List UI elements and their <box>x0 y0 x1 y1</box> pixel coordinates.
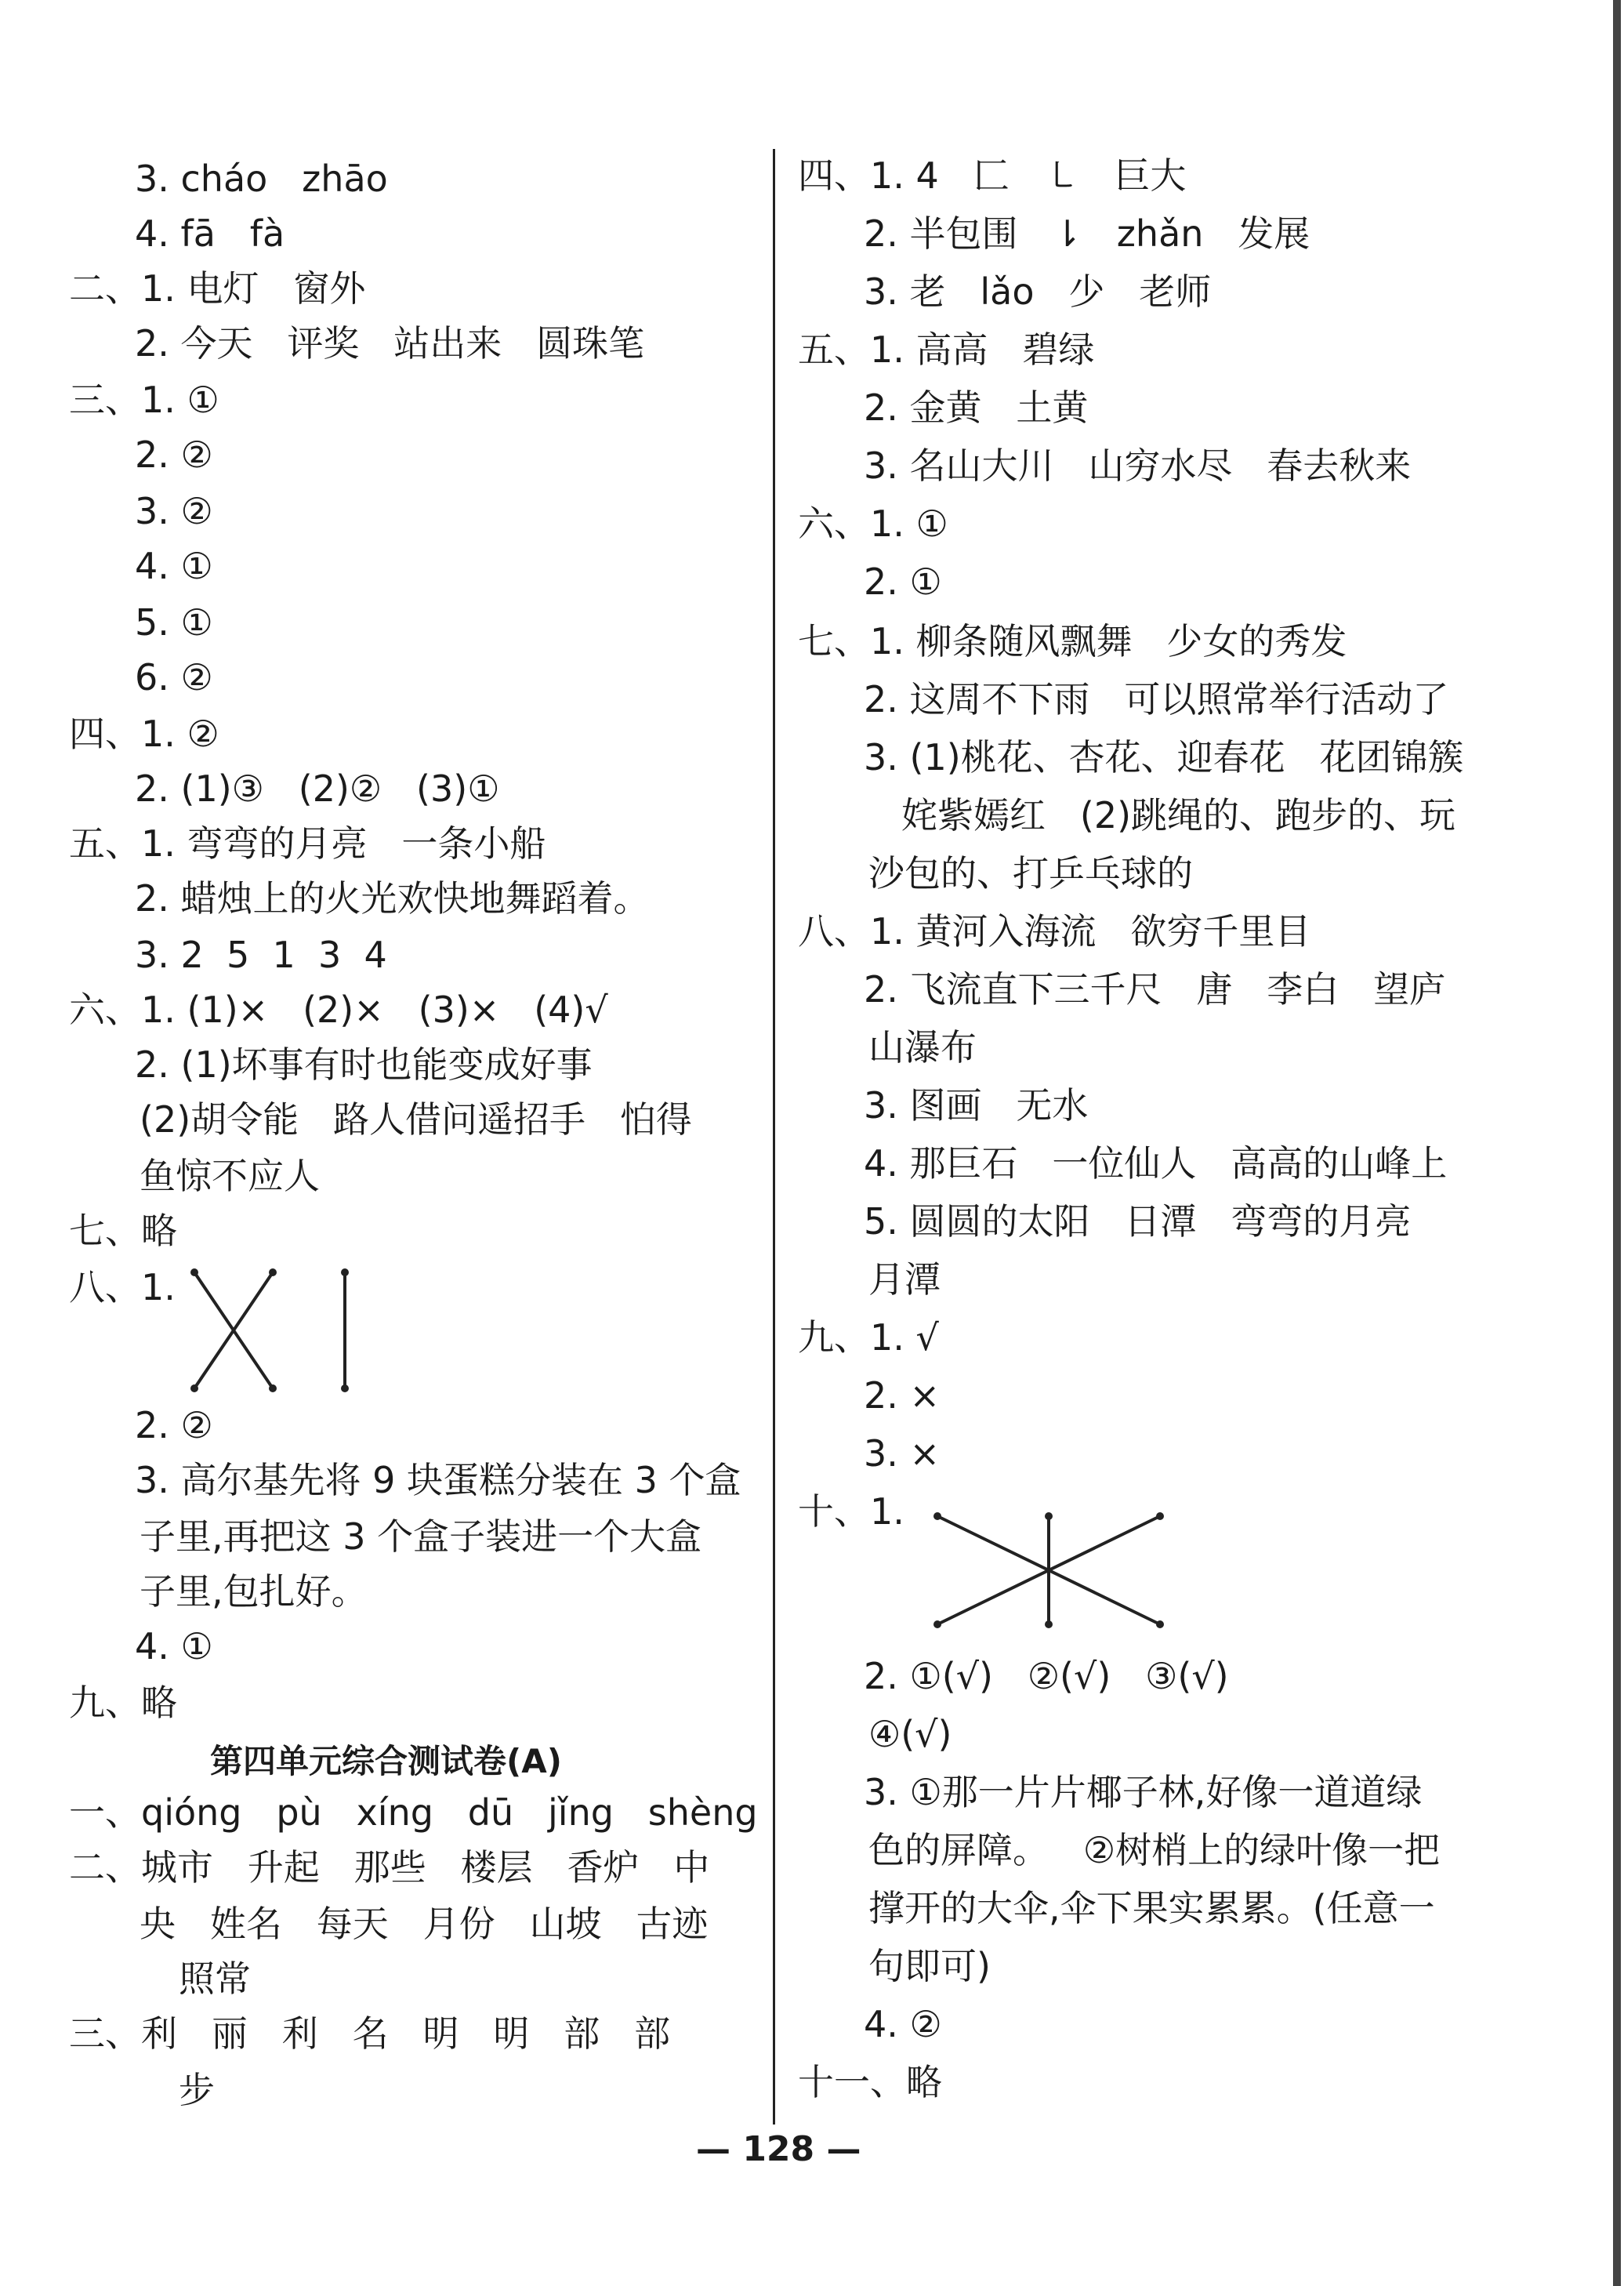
answer-line: 3. (1)桃花、杏花、迎春花 花团锦簇 <box>864 736 1464 778</box>
answer-line: 央 姓名 每天 月份 山坡 古迹 <box>140 1903 709 1945</box>
page-edge <box>1613 0 1621 2286</box>
answer-line: 3. cháo zhāo <box>135 158 388 200</box>
answer-line: (2)胡令能 路人借问遥招手 怕得 <box>140 1098 692 1141</box>
answer-line: 2. ① <box>864 561 942 603</box>
answer-line: 九、1. √ <box>798 1316 939 1359</box>
answer-line: 3. 图画 无水 <box>864 1084 1089 1127</box>
answer-line: 4. ① <box>135 545 213 587</box>
answer-line: 一、qióng pù xíng dū jǐng shèng <box>69 1791 758 1834</box>
matching-lines-diagram <box>188 1266 361 1395</box>
answer-line: 2. 金黄 土黄 <box>864 386 1089 429</box>
answer-line: 3. 高尔基先将 9 块蛋糕分装在 3 个盒 <box>135 1459 741 1501</box>
answer-line: 2. 这周不下雨 可以照常举行活动了 <box>864 678 1449 720</box>
section-title: 第四单元综合测试卷(A) <box>210 1742 562 1780</box>
answer-line: 六、1. ① <box>798 503 948 545</box>
answer-line: 子里,再把这 3 个盒子装进一个大盒 <box>140 1515 702 1558</box>
answer-line: 鱼惊不应人 <box>140 1155 320 1197</box>
answer-line: 沙包的、打乒乓球的 <box>868 852 1193 894</box>
answer-line: 七、1. 柳条随风飘舞 少女的秀发 <box>798 620 1347 662</box>
answer-line: 月潭 <box>868 1258 941 1301</box>
answer-line: 姹紫嫣红 (2)跳绳的、跑步的、玩 <box>901 794 1456 836</box>
answer-line: 句即可) <box>868 1945 991 1987</box>
answer-line: 五、1. 弯弯的月亮 一条小船 <box>69 822 546 865</box>
answer-line: 2. 今天 评奖 站出来 圆珠笔 <box>135 322 645 365</box>
answer-line: 九、略 <box>69 1682 177 1724</box>
answer-line: 5. ① <box>135 601 213 644</box>
answer-line: 照常 <box>179 1958 251 2000</box>
answer-line: 步 <box>179 2069 215 2111</box>
answer-line: 3. ② <box>135 490 213 532</box>
answer-line: 二、城市 升起 那些 楼层 香炉 中 <box>69 1846 710 1889</box>
answer-line: 4. 那巨石 一位仙人 高高的山峰上 <box>864 1142 1448 1185</box>
column-divider <box>773 149 775 2125</box>
answer-line: 八、1. <box>69 1266 176 1308</box>
answer-line: 子里,包扎好。 <box>140 1570 368 1613</box>
answer-line: 十、1. <box>798 1490 904 1533</box>
answer-line: 2. 半包围 ⇂ zhǎn 发展 <box>864 212 1310 255</box>
answer-line: 2. × <box>864 1374 941 1417</box>
answer-line: 撑开的大伞,伞下果实累累。(任意一 <box>868 1887 1435 1929</box>
answer-line: 4. ② <box>864 2003 942 2045</box>
answer-line: 2. ② <box>135 434 213 476</box>
answer-line: 2. (1)③ (2)② (3)① <box>135 767 500 810</box>
answer-line: 3. 2 5 1 3 4 <box>135 934 387 976</box>
answer-line: 三、利 丽 利 名 明 明 部 部 <box>69 2012 671 2055</box>
answer-line: 色的屏障。 ②树梢上的绿叶像一把 <box>868 1829 1441 1871</box>
answer-line: 四、1. 4 ⼕ ㇄ 巨大 <box>798 154 1187 197</box>
answer-line: 三、1. ① <box>69 379 219 421</box>
page-number: — 128 — <box>696 2129 861 2169</box>
answer-line: 3. 老 lǎo 少 老师 <box>864 270 1212 313</box>
answer-line: 四、1. ② <box>69 713 219 755</box>
answer-line: 2. 蜡烛上的火光欢快地舞蹈着。 <box>135 877 650 920</box>
answer-line: 6. ② <box>135 656 213 698</box>
answer-line: 3. 名山大川 山穷水尽 春去秋来 <box>864 444 1412 487</box>
answer-line: 2. ② <box>135 1404 213 1446</box>
matching-lines-diagram <box>931 1507 1166 1632</box>
answer-line: 山瀑布 <box>868 1026 977 1069</box>
answer-line: 5. 圆圆的太阳 日潭 弯弯的月亮 <box>864 1200 1412 1243</box>
answer-line: 3. ①那一片片椰子林,好像一道道绿 <box>864 1771 1423 1813</box>
answer-line: 3. × <box>864 1432 941 1475</box>
answer-line: 五、1. 高高 碧绿 <box>798 328 1095 371</box>
answer-line: 2. ①(√) ②(√) ③(√) <box>864 1655 1229 1697</box>
answer-line: 4. ① <box>135 1625 213 1667</box>
answer-line: 2. (1)坏事有时也能变成好事 <box>135 1043 593 1086</box>
answer-line: 十一、略 <box>798 2061 942 2103</box>
answer-line: ④(√) <box>868 1713 952 1755</box>
answer-line: 八、1. 黄河入海流 欲穷千里目 <box>798 910 1311 952</box>
answer-line: 2. 飞流直下三千尺 唐 李白 望庐 <box>864 968 1446 1011</box>
answer-line: 4. fā fà <box>135 212 285 255</box>
answer-line: 六、1. (1)× (2)× (3)× (4)√ <box>69 989 608 1031</box>
answer-line: 七、略 <box>69 1210 177 1252</box>
answer-line: 二、1. 电灯 窗外 <box>69 267 366 310</box>
